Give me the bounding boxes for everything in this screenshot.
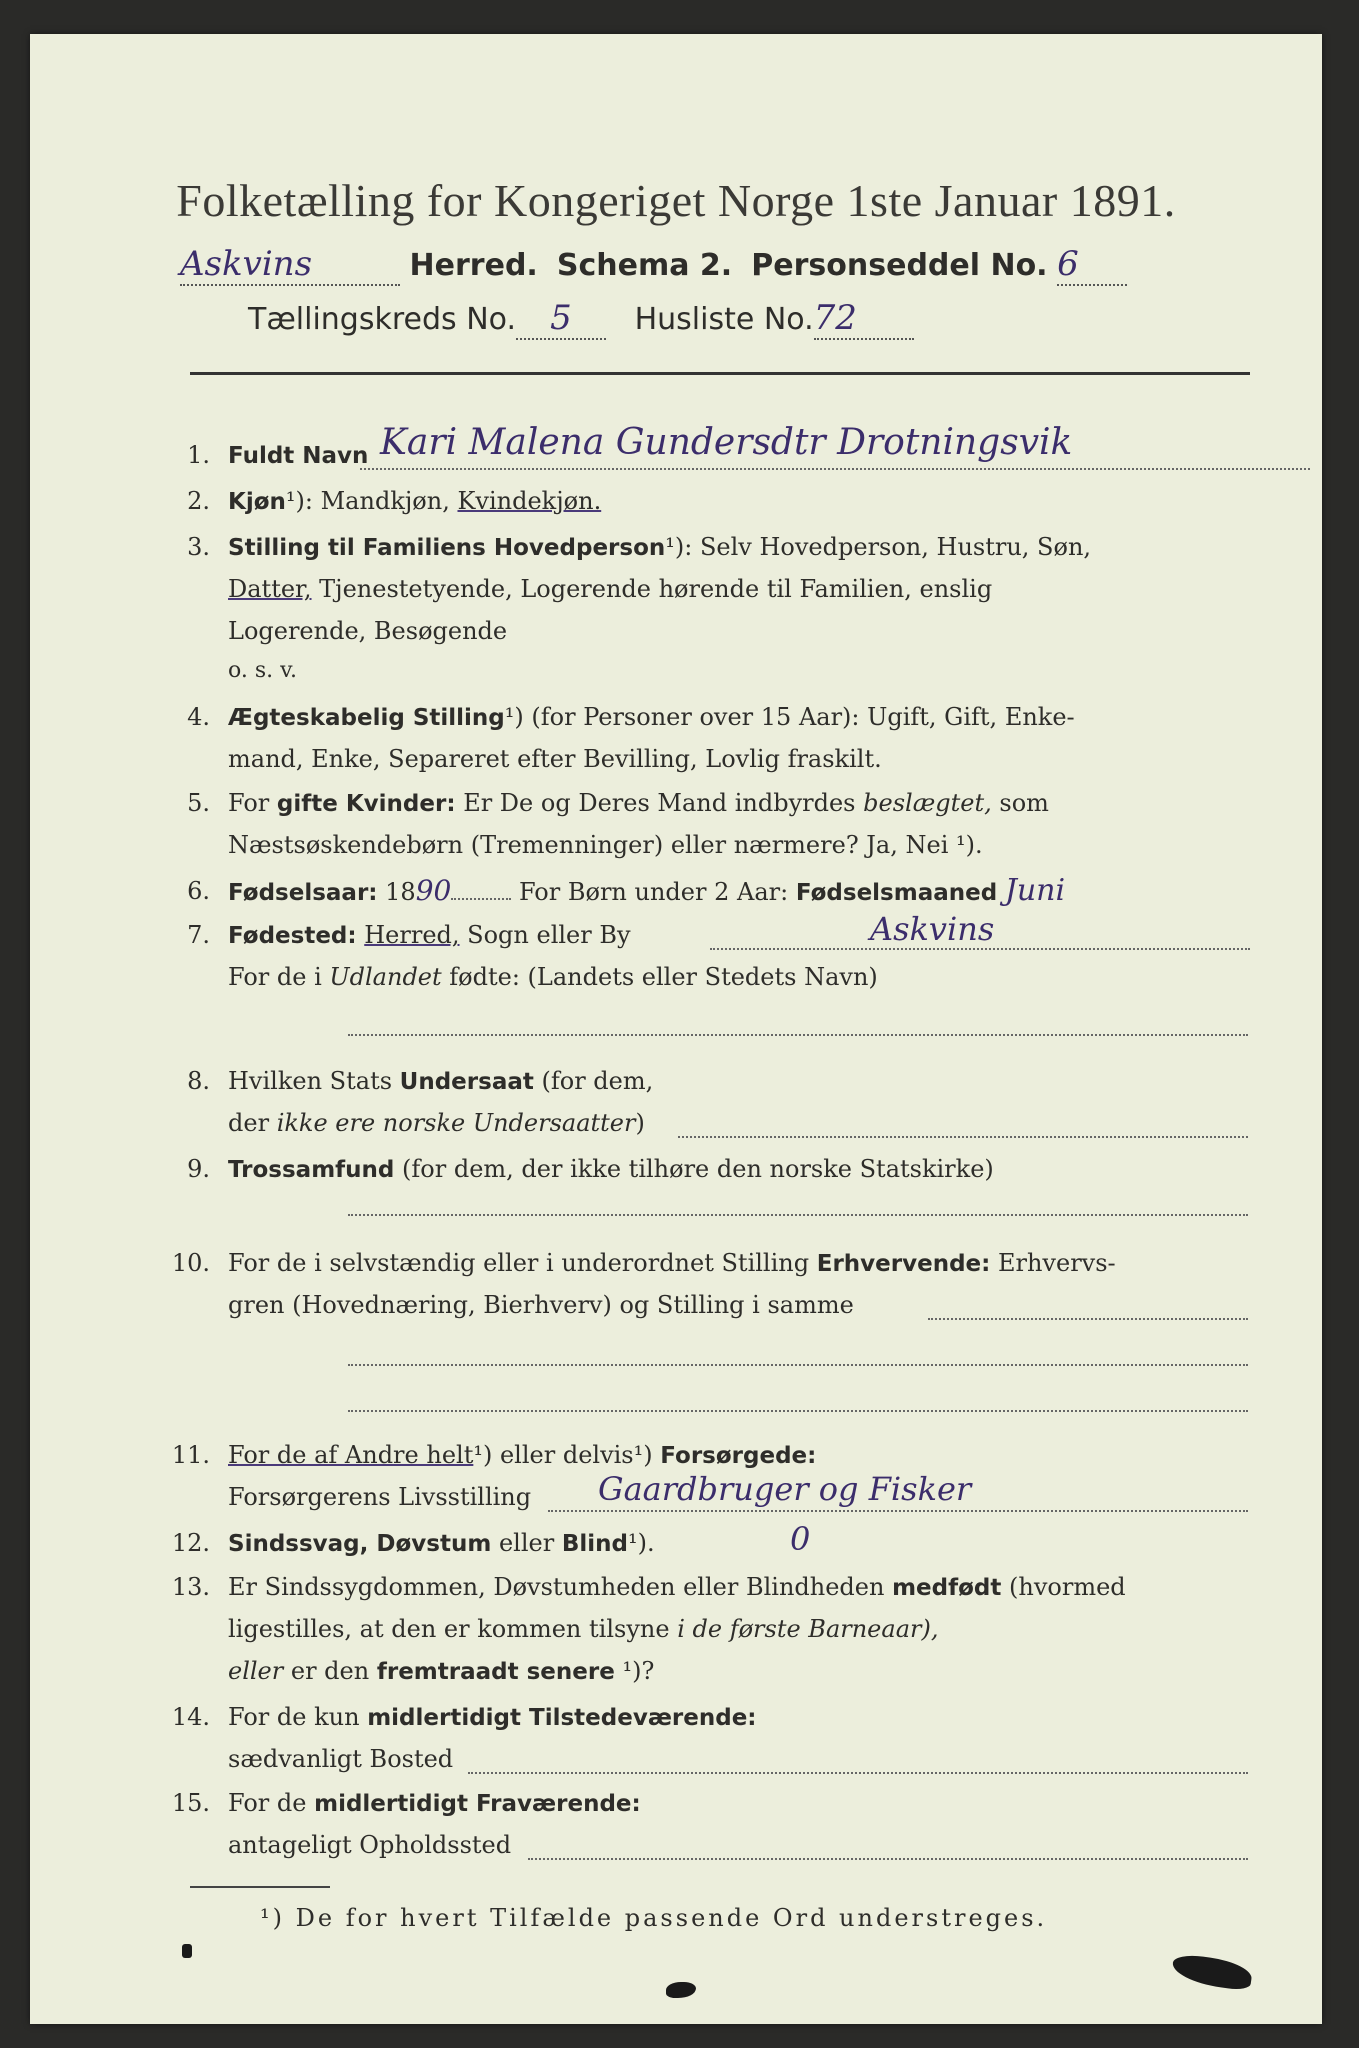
- item-text: Erhvervs-: [997, 1249, 1116, 1277]
- item-text: Sogn eller By: [467, 921, 631, 949]
- item-text: Er Sindssygdommen, Døvstumheden eller Blindheden: [228, 1573, 885, 1601]
- item-number: 10.: [171, 1249, 210, 1277]
- item-label: gifte Kvinder:: [276, 791, 456, 817]
- header-rule: [190, 372, 1250, 375]
- item-number: 13.: [171, 1573, 210, 1601]
- year-prefix: 18: [385, 878, 416, 906]
- option-herred: Herred,: [364, 921, 460, 949]
- item-text: er den: [290, 1657, 370, 1685]
- item-label: Erhvervende:: [816, 1251, 991, 1277]
- form-title: Folketælling for Kongeriget Norge 1ste Januar 1891.: [176, 175, 1176, 226]
- item-3-line-4: [228, 650, 297, 692]
- item-10-blank-line-1: [348, 1364, 1248, 1366]
- item-text: For de: [228, 1789, 307, 1817]
- item-number: 14.: [171, 1703, 210, 1731]
- item-number: 9.: [187, 1155, 210, 1183]
- sup: ¹):: [665, 533, 693, 561]
- birth-month-value: Juni: [1004, 873, 1066, 908]
- item-label: Sindssvag, Døvstum: [228, 1531, 492, 1557]
- item-text: Næstsøskendebørn (Tremenninger) eller nærmere? Ja, Nei ¹).: [228, 831, 983, 859]
- item-text: Logerende, Besøgende: [228, 617, 508, 645]
- husliste-value: 72: [813, 298, 857, 338]
- ink-mark: [1170, 1953, 1253, 1992]
- item-text: For de kun: [228, 1703, 360, 1731]
- item-label: Forsørgede:: [660, 1443, 817, 1469]
- kreds-value: 5: [550, 298, 572, 338]
- header-line-2: [248, 298, 914, 340]
- item-label: Trossamfund: [228, 1157, 395, 1183]
- item-text: For de i: [228, 963, 322, 991]
- personseddel-value: 6: [1057, 244, 1079, 284]
- item-number: 4.: [187, 703, 210, 731]
- item-text: o. s. v.: [228, 658, 297, 683]
- sup: ¹):: [285, 487, 313, 515]
- item-label: Kjøn: [228, 489, 286, 515]
- item-text: beslægtet,: [863, 789, 992, 817]
- item-text: For de i selvstændig eller i underordnet Stilling: [228, 1249, 810, 1277]
- item-7-line-2: [228, 956, 878, 998]
- census-form: [30, 34, 1322, 2024]
- item-text: gren (Hovednæring, Bierhverv) og Stilling i samme: [228, 1291, 854, 1319]
- item-text: (hvormed: [1009, 1573, 1126, 1601]
- ink-mark: [182, 1944, 192, 1958]
- sup: ¹): [633, 1441, 653, 1469]
- header-line-1: [180, 244, 1127, 286]
- item-number: 15.: [171, 1789, 210, 1817]
- option-kvindekjon: Kvindekjøn.: [457, 487, 602, 515]
- item-number: 6.: [187, 877, 210, 905]
- item-4-line-2: [228, 738, 882, 780]
- item-number: 7.: [187, 921, 210, 949]
- item-number: 3.: [187, 533, 210, 561]
- item-text: (for dem,: [541, 1067, 654, 1095]
- item-text: For: [228, 789, 270, 817]
- footnote-rule: [190, 1886, 330, 1888]
- item-label: Undersaat: [399, 1069, 534, 1095]
- provider-occupation-value: Gaardbruger og Fisker: [598, 1470, 972, 1508]
- item-number: 12.: [171, 1529, 210, 1557]
- item-3-line-2: [228, 568, 992, 610]
- item-text: eller delvis: [499, 1441, 634, 1469]
- item-label: midlertidigt Tilstedeværende:: [367, 1705, 757, 1731]
- item-label: Fødselsmaaned: [795, 880, 998, 906]
- herred-value: Askvins: [180, 244, 313, 284]
- sup: ¹).: [627, 1529, 655, 1557]
- item-number: 2.: [187, 487, 210, 515]
- item-text: Selv Hovedperson, Hustru, Søn,: [699, 533, 1092, 561]
- item-text: Er De og Deres Mand indbyrdes: [463, 789, 856, 817]
- condition-value: 0: [790, 1520, 811, 1558]
- item-3-line-3: [228, 610, 507, 652]
- item-text: Forsørgerens Livsstilling: [228, 1483, 532, 1511]
- herred-label: Herred.: [409, 248, 538, 283]
- option-andre-helt: For de af Andre helt: [228, 1441, 474, 1469]
- item-8-line-2: der ikke ere norske Undersaatter): [228, 1102, 1248, 1144]
- item-label: Stilling til Familiens Hovedperson: [228, 535, 666, 561]
- item-label: Fødested:: [228, 923, 357, 949]
- item-label: Ægteskabelig Stilling: [228, 705, 505, 731]
- item-text: eller: [498, 1529, 555, 1557]
- item-text: som: [999, 789, 1049, 817]
- item-text: (for dem, der ikke tilhøre den norske Statskirke): [402, 1155, 994, 1183]
- item-label: Fuldt Navn: [228, 443, 369, 469]
- item-text: ligestilles, at den er kommen tilsyne: [228, 1615, 670, 1643]
- sup: ¹): [473, 1441, 493, 1469]
- item-text: Udlandet: [329, 963, 442, 991]
- item-text: fødte: (Landets eller Stedets Navn): [449, 963, 878, 991]
- item-13-line-2: [228, 1608, 938, 1650]
- item-label: Fødselsaar:: [228, 880, 378, 906]
- item-text: For Børn under 2 Aar:: [518, 878, 789, 906]
- item-text: antageligt Opholdssted: [228, 1831, 512, 1859]
- item-text: der: [228, 1109, 270, 1137]
- item-10-blank-line-2: [348, 1410, 1248, 1412]
- item-10-line-2: [228, 1284, 1248, 1326]
- item-number: 8.: [187, 1067, 210, 1095]
- item-text: Hvilken Stats: [228, 1067, 393, 1095]
- husliste-label: Husliste No.: [634, 302, 814, 337]
- item-7-blank-line: [348, 1034, 1248, 1036]
- item-5-line-2: [228, 824, 983, 866]
- item-13-line-3: [228, 1650, 654, 1693]
- item-text: ¹)?: [622, 1657, 655, 1685]
- item-label: medfødt: [892, 1575, 1002, 1601]
- item-9-blank-line: [348, 1214, 1248, 1216]
- item-number: 1.: [187, 441, 210, 469]
- item-text: eller: [228, 1657, 284, 1685]
- personseddel-label: Personseddel No.: [751, 248, 1048, 283]
- item-label: Blind: [561, 1531, 628, 1557]
- item-text: i de første Barneaar),: [677, 1615, 939, 1643]
- item-label: fremtraadt senere: [376, 1659, 615, 1685]
- schema-label: Schema 2.: [556, 248, 733, 283]
- item-number: 5.: [187, 789, 210, 817]
- option-mandkjon: Mandkjøn,: [320, 487, 450, 515]
- item-number: 11.: [171, 1441, 210, 1469]
- full-name-value: Kari Malena Gundersdtr Drotningsvik: [380, 422, 1073, 463]
- item-text: mand, Enke, Separeret efter Bevilling, Lovlig fraskilt.: [228, 745, 882, 773]
- ink-mark: [666, 1982, 696, 1998]
- item-11-line-2: [228, 1470, 1248, 1518]
- item-14-line-2: [228, 1738, 1248, 1780]
- item-text: ikke ere norske Undersaatter: [276, 1109, 636, 1137]
- footnote: ¹) De for hvert Tilfælde passende Ord understreges.: [260, 1904, 1048, 1932]
- birth-year-value: 90: [415, 874, 452, 907]
- birthplace-value: Askvins: [870, 910, 995, 948]
- sup: ¹): [504, 703, 524, 731]
- item-15-line-2: [228, 1824, 1248, 1866]
- item-text: sædvanligt Bosted: [228, 1745, 454, 1773]
- option-datter: Datter,: [228, 575, 312, 603]
- item-text: (for Personer over 15 Aar): Ugift, Gift, Enke-: [531, 703, 1075, 731]
- item-text: Tjenestetyende, Logerende hørende til Familien, enslig: [319, 575, 993, 603]
- kreds-label: Tællingskreds No.: [248, 302, 516, 337]
- item-label: midlertidigt Fraværende:: [314, 1791, 641, 1817]
